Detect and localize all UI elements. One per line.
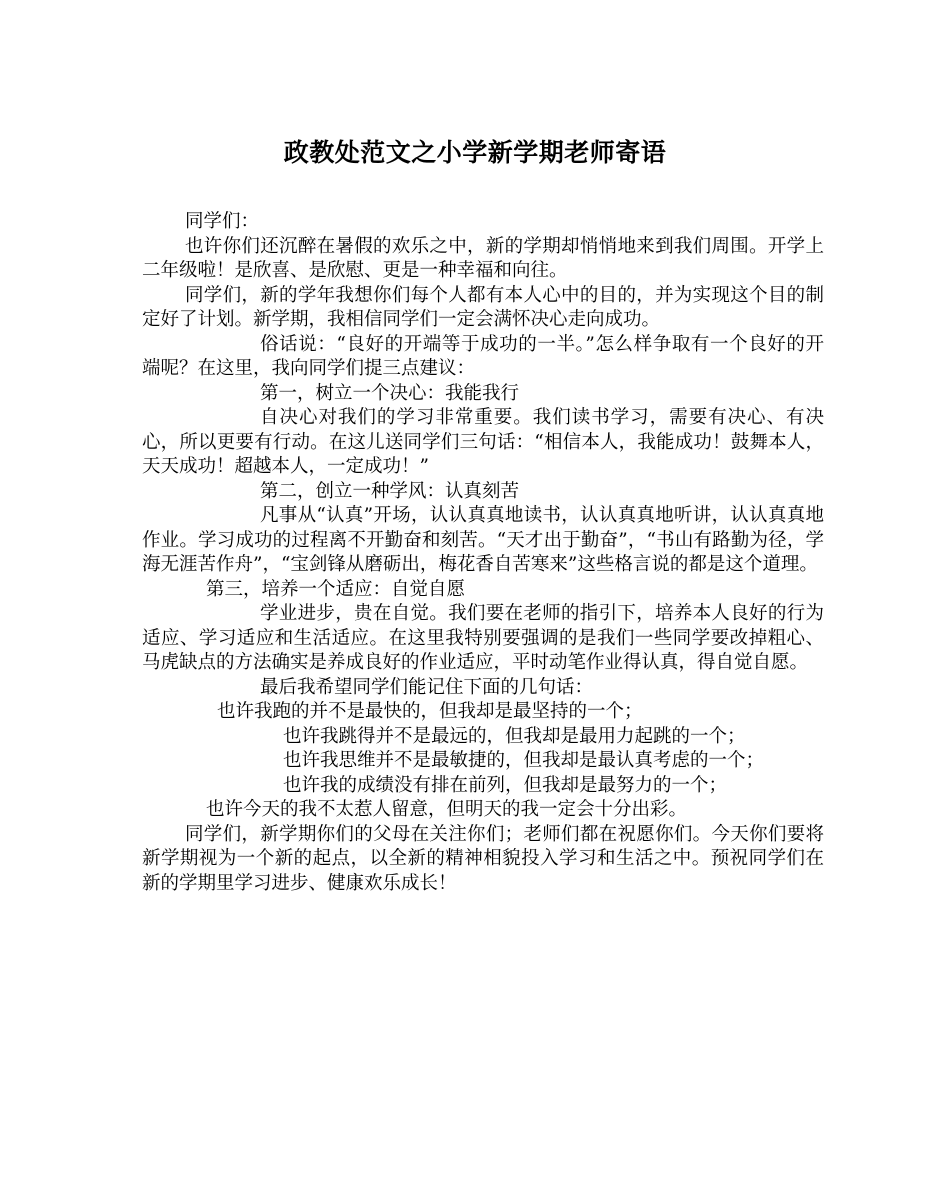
greeting-paragraph: 同学们： xyxy=(185,211,260,232)
body-paragraph: 也许你们还沉醉在暑假的欢乐之中，新的学期却悄悄地来到我们周围。开学上二年级啦！是欣喜、是欣慰、更是一种幸福和向往。 xyxy=(142,235,824,281)
body-paragraph: 同学们，新的学年我想你们每个人都有本人心中的目的，并为实现这个目的制定好了计划。新学期，我相信同学们一定会满怀决心走向成功。 xyxy=(142,284,824,330)
verse-line: 也许今天的我不太惹人留意，但明天的我一定会十分出彩。 xyxy=(206,799,688,820)
verse-line: 也许我跳得并不是最远的，但我却是最用力起跳的一个； xyxy=(283,725,746,747)
body-paragraph: 自决心对我们的学习非常重要。我们读书学习，需要有决心、有决心，所以更要有行动。在这儿送同学们三句话：“相信本人，我能成功！鼓舞本人，天天成功！超越本人，一定成功！” xyxy=(142,407,824,477)
suggestion-heading: 第三，培养一个适应：自觉自愿 xyxy=(206,578,466,600)
document-title: 政教处范文之小学新学期老师寄语 xyxy=(283,138,667,167)
verse-line: 也许我思维并不是最敏捷的，但我却是最认真考虑的一个； xyxy=(283,750,765,771)
body-paragraph: 俗话说：“良好的开端等于成功的一半。”怎么样争取有一个良好的开端呢？在这里，我向同学们提三点建议： xyxy=(142,333,824,379)
verse-line: 也许我跑的并不是最快的，但我却是最坚持的一个； xyxy=(217,701,643,722)
closing-paragraph: 同学们，新学期你们的父母在关注你们；老师们都在祝愿你们。今天你们要将新学期视为一个新的起点，以全新的精神相貌投入学习和生活之中。预祝同学们在新的学期里学习进步、健康欢乐成长！ xyxy=(142,823,824,894)
verse-line: 也许我的成绩没有排在前列，但我却是最努力的一个； xyxy=(283,774,728,796)
body-paragraph: 凡事从“认真”开场，认认真真地读书，认认真真地听讲，认认真真地作业。学习成功的过程离不开勤奋和刻苦。“天才出于勤奋”，“书山有路勤为径，学海无涯苦作舟”，“宝剑锋从磨砺出，梅花香自苦寒来”这些格言说的都是这个道理。 xyxy=(142,505,824,575)
suggestion-heading: 第一，树立一个决心：我能我行 xyxy=(260,382,520,404)
body-paragraph: 最后我希望同学们能记住下面的几句话： xyxy=(260,676,594,698)
suggestion-heading: 第二，创立一种学风：认真刻苦 xyxy=(260,480,520,502)
body-paragraph: 学业进步，贵在自觉。我们要在老师的指引下，培养本人良好的行为适应、学习适应和生活适应。在这里我特别要强调的是我们一些同学要改掉粗心、马虎缺点的方法确实是养成良好的作业适应，平时动笔作业得认真，得自觉自愿。 xyxy=(142,603,824,673)
document-body xyxy=(142,210,824,896)
